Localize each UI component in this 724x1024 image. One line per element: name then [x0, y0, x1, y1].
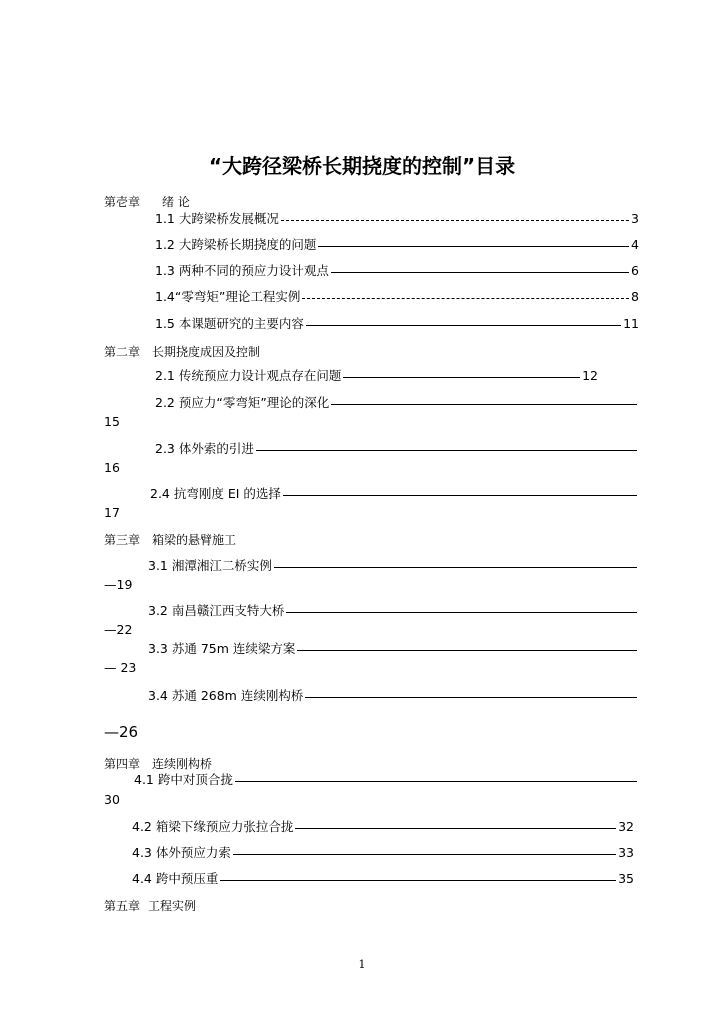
- leader-line: [331, 404, 637, 405]
- entry-page-wrapped: 30: [104, 792, 120, 807]
- chapter-number: 第四章: [104, 757, 141, 771]
- entry-page: 4: [631, 237, 639, 252]
- chapter-number: 第三章: [104, 533, 141, 547]
- toc-entry-4-1[interactable]: [134, 771, 639, 789]
- entry-page-wrapped: 15: [104, 414, 120, 429]
- entry-label: 1.5 本课题研究的主要内容: [155, 316, 304, 331]
- leader-line: [306, 325, 621, 326]
- entry-label: 1.2 大跨梁桥长期挠度的问题: [155, 237, 317, 252]
- toc-entry-2-2[interactable]: [155, 394, 639, 412]
- chapter-number: 第壱章: [104, 195, 141, 209]
- entry-label: 1.3 两种不同的预应力设计观点: [155, 263, 329, 278]
- toc-entry-2-3[interactable]: [155, 440, 639, 458]
- toc-entry-1-5[interactable]: [155, 315, 639, 333]
- entry-page: 12: [582, 368, 598, 383]
- chapter-title: 绪 论: [162, 195, 190, 209]
- leader-line: [297, 650, 637, 651]
- entry-label: 2.1 传统预应力设计观点存在问题: [155, 368, 342, 383]
- chapter-title: 长期挠度成因及控制: [152, 345, 261, 359]
- entry-label: 1.1 大跨梁桥发展概况: [155, 211, 279, 226]
- entry-label: 2.4 抗弯刚度 EI 的选择: [150, 486, 281, 501]
- toc-entry-3-3[interactable]: [148, 640, 639, 658]
- chapter-number: 第五章: [104, 899, 141, 913]
- entry-page: 3: [631, 211, 639, 226]
- entry-page: 35: [618, 871, 634, 886]
- leader-line: [281, 220, 629, 221]
- entry-page-wrapped: —19: [104, 577, 133, 592]
- leader-line: [274, 567, 637, 568]
- leader-line: [343, 377, 580, 378]
- entry-page: 6: [631, 263, 639, 278]
- leader-line: [331, 272, 629, 273]
- entry-label: 3.4 苏通 268m 连续刚构桥: [148, 688, 304, 703]
- leader-line: [318, 246, 629, 247]
- leader-line: [220, 880, 616, 881]
- entry-label: 4.4 跨中预压重: [132, 871, 219, 886]
- entry-page: 8: [631, 289, 639, 304]
- toc-entry-3-1[interactable]: [148, 557, 639, 575]
- entry-label: 4.3 体外预应力索: [132, 845, 231, 860]
- toc-entry-1-1[interactable]: [155, 210, 639, 228]
- toc-entry-2-4[interactable]: [150, 485, 639, 503]
- entry-label: 3.2 南昌赣江西支特大桥: [148, 603, 285, 618]
- entry-page-wrapped: —22: [104, 622, 133, 637]
- toc-entry-3-2[interactable]: [148, 602, 639, 620]
- entry-label: 2.2 预应力“零弯矩”理论的深化: [155, 395, 330, 410]
- chapter-3-heading: [104, 531, 236, 548]
- entry-label: 3.1 湘潭湘江二桥实例: [148, 558, 272, 573]
- entry-page-wrapped: — 23: [104, 660, 137, 675]
- toc-entry-4-2[interactable]: [132, 818, 634, 836]
- chapter-title: 箱梁的悬臂施工: [152, 533, 237, 547]
- entry-page-wrapped: 16: [104, 460, 120, 475]
- chapter-5-heading: [104, 897, 196, 914]
- leader-line: [256, 450, 637, 451]
- entry-page-wrapped: 17: [104, 505, 120, 520]
- leader-line: [235, 781, 637, 782]
- chapter-4-heading: [104, 755, 212, 772]
- toc-entry-2-1[interactable]: [155, 367, 598, 385]
- chapter-title: 工程实例: [148, 899, 197, 913]
- toc-entry-1-4[interactable]: [155, 288, 639, 306]
- leader-line: [283, 495, 637, 496]
- entry-label: 4.2 箱梁下缘预应力张拉合拢: [132, 819, 294, 834]
- chapter-2-heading: [104, 343, 260, 360]
- entry-label: 2.3 体外索的引进: [155, 441, 254, 456]
- chapter-number: 第二章: [104, 345, 141, 359]
- page-number: 1: [358, 958, 366, 971]
- entry-page-wrapped: —26: [104, 723, 139, 741]
- leader-line: [305, 697, 637, 698]
- entry-label: 3.3 苏通 75m 连续梁方案: [148, 641, 296, 656]
- entry-page: 33: [618, 845, 634, 860]
- chapter-title: 连续刚构桥: [152, 757, 213, 771]
- chapter-1-heading: [104, 193, 190, 210]
- entry-label: 4.1 跨中对顶合拢: [134, 772, 233, 787]
- entry-page: 32: [618, 819, 634, 834]
- leader-line: [295, 828, 616, 829]
- leader-line: [233, 854, 616, 855]
- toc-entry-4-4[interactable]: [132, 870, 634, 888]
- toc-entry-1-2[interactable]: [155, 236, 639, 254]
- leader-line: [286, 612, 637, 613]
- document-title: “大跨径梁桥长期挠度的控制”目录: [208, 154, 516, 178]
- toc-entry-4-3[interactable]: [132, 844, 634, 862]
- toc-entry-3-4[interactable]: [148, 687, 639, 705]
- entry-page: 11: [623, 316, 639, 331]
- leader-line: [302, 298, 629, 299]
- entry-label: 1.4“零弯矩”理论工程实例: [155, 289, 301, 304]
- toc-entry-1-3[interactable]: [155, 262, 639, 280]
